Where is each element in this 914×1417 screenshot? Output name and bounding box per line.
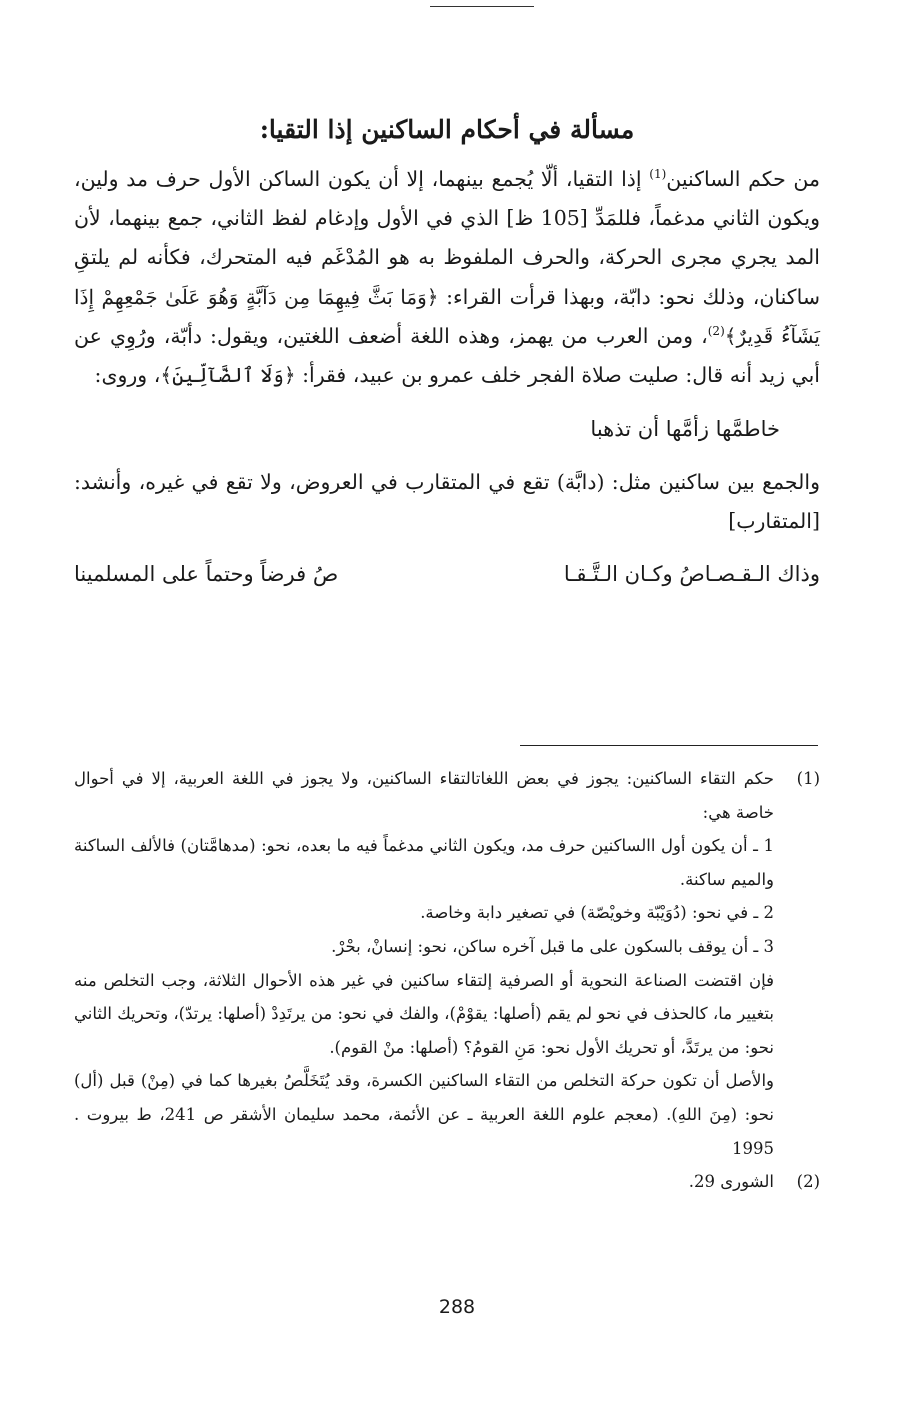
p1-text-1: من حكم الساكنين bbox=[666, 167, 821, 191]
footnote-2 bbox=[74, 1165, 820, 1199]
footnote-line: 3 ـ أن يوقف بالسكون على ما قبل آخره ساكن، نحو: إنسانْ، بحْرْ. bbox=[331, 936, 774, 956]
footnote-ref-1[interactable]: (1) bbox=[649, 167, 667, 182]
footnote-number: (1) bbox=[796, 769, 820, 788]
quran-quote-1: ﴿وَمَا بَثَّ فِيهِمَا مِن دَآبَّةٍ وَهُوَ عَلَىٰ جَمْعِهِمْ إِذَا يَشَآءُ قَدِيرٌ﴾ bbox=[74, 284, 820, 348]
paragraph-1 bbox=[74, 160, 820, 395]
quran-quote-2: ﴿وَلَا ٱلضَّآلِّينَ﴾ bbox=[160, 363, 296, 388]
footnote-number: (2) bbox=[796, 1172, 820, 1192]
footnote-body bbox=[74, 762, 774, 1165]
page-body bbox=[74, 110, 820, 594]
footnote-separator bbox=[520, 745, 818, 746]
footnote-line: 1 ـ أن يكون أول االساكنين حرف مد، ويكون الثاني مدغماً فيه ما بعده، نحو: (مدهامَّتان) فالألف الساكنة والميم ساكنة. bbox=[74, 836, 774, 889]
footnote-ref-2[interactable]: (2) bbox=[707, 323, 725, 338]
top-rule bbox=[430, 6, 534, 7]
verse-line: خاطمَّها زأمَّها أن تذهبا bbox=[590, 417, 780, 442]
footnote-line: 2 ـ في نحو: (دُوَيْبّة وخويْصّة) في تصغير دابة وخاصة. bbox=[420, 903, 774, 923]
footnote-line: حكم التقاء الساكنين: يجوز في بعض اللغاتالتقاء الساكنين، ولا يجوز في اللغة العربية، إلا في أحوال خاصة هي: bbox=[74, 769, 774, 822]
footnotes bbox=[74, 762, 820, 1199]
poem-line bbox=[74, 554, 820, 594]
footnote-line: والأصل أن تكون حركة التخلص من التقاء الساكنين الكسرة، وقد يُتَخَلَّصُ بغيرها كما في (مِنْ) قبل (أل) نحو: (مِنَ اللهِ). (معجم علوم اللغة العربية ـ عن الأئمة، محمد سليمان الأشقر ص 241، ط بيروت . 1995 bbox=[74, 1071, 774, 1158]
poem-hemistich-2: صُ فرضاً وحتماً على المسلمينا bbox=[74, 561, 339, 586]
p1-text-2: إذا التقيا، ألّا يُجمع بينهما، إلا أن يكون الساكن الأول حرف مد ولين، ويكون الثاني مدغماً، فللمَدِّ [105 ظ] الذي في الأول وإدغام لفظ الثاني، جمع بينهما، لأن المد يجري مجرى الحركة، والحرف الملفوظ به هو المُدْغَم فيه المتحرك، فكأنه لم يلتقِ ساكنان، وذلك نحو: دابّة، وبهذا قرأت القراء: bbox=[74, 167, 820, 309]
footnote-line: فإن اقتضت الصناعة النحوية أو الصرفية إلتقاء ساكنين في غير هذه الأحوال الثلاثة، وجب التخلص منه بتغيير ما، كالحذف في نحو لم يقم (أصلها: يقوْمْ)، والفك في نحو: من يرتَدِدْ (أصلها: يرتدّ)، وتحريك الثاني نحو: من يرتَدَّ، أو تحريك الأول نحو: مَنِ القومُ؟ (أصلها: منْ القوم). bbox=[74, 970, 774, 1057]
footnote-1 bbox=[74, 762, 820, 1165]
section-heading: مسألة في أحكام الساكنين إذا التقيا: bbox=[259, 115, 635, 144]
paragraph-2: والجمع بين ساكنين مثل: (دابَّة) تقع في المتقارب في العروض، ولا تقع في غيره، وأنشد: [المتقارب] bbox=[74, 470, 820, 534]
p1-text-3: ، ومن العرب من يهمز، وهذه اللغة أضعف اللغتين، ويقول: دأبّة، ورُوِي عن أبي زيد أنه قال: صليت صلاة الفجر خلف عمرو بن عبيد، فقرأ: bbox=[74, 323, 820, 388]
page-number: 288 bbox=[438, 1296, 476, 1318]
poem-hemistich-1: وذاك الـقـصـاصُ وكـان الـتَّـقـا bbox=[563, 561, 820, 586]
footnote-body: الشورى 29. bbox=[688, 1172, 774, 1192]
p1-text-4: ، وروى: bbox=[94, 363, 161, 388]
